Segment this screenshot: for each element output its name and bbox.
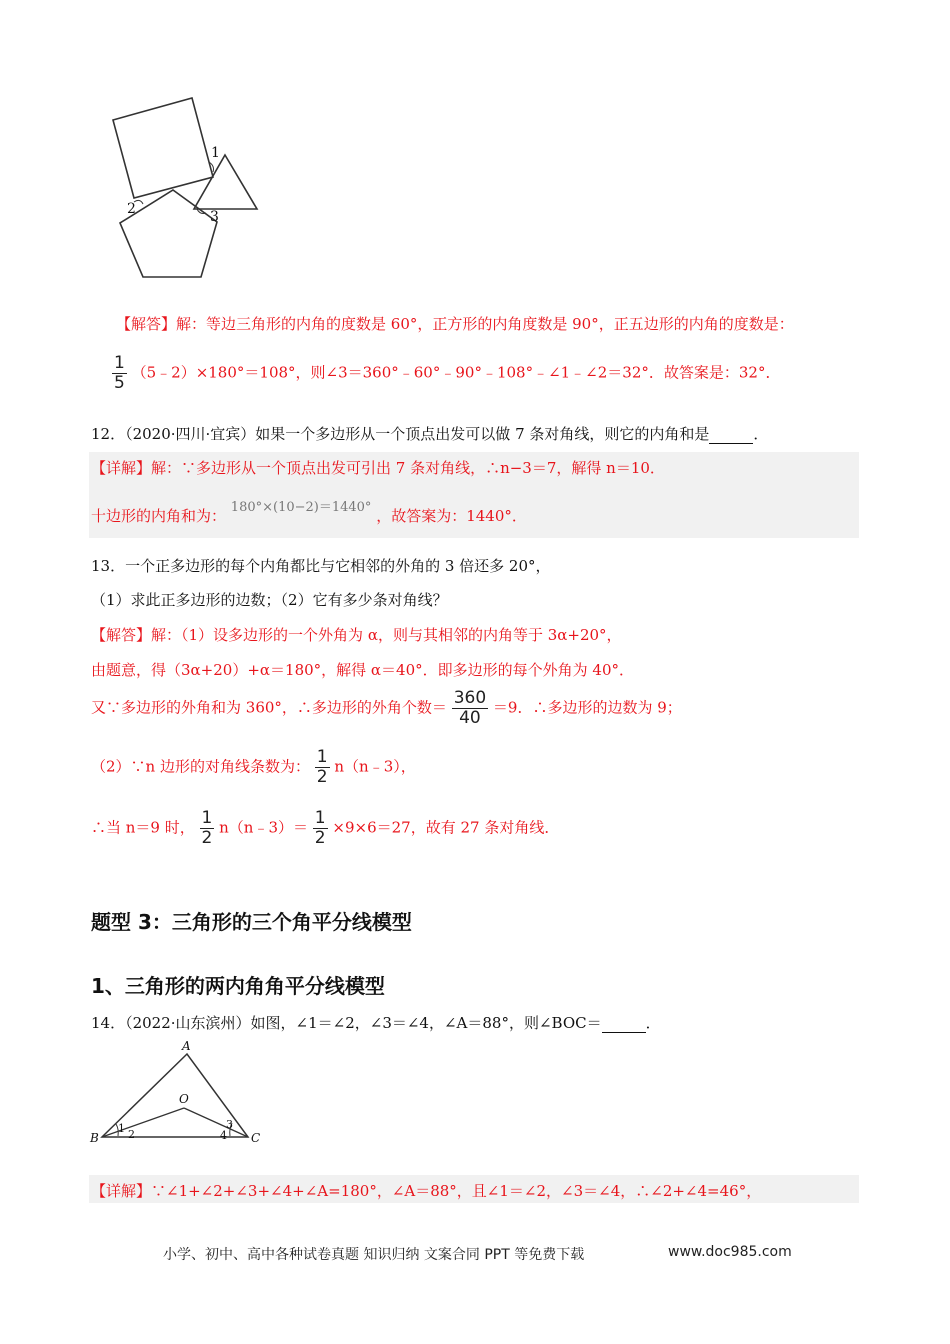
- square-shape: [113, 98, 213, 198]
- angle-label-2: 2: [128, 1128, 135, 1141]
- point-label-o: O: [179, 1092, 189, 1106]
- q12-question: 12．（2020·四川·宜宾）如果一个多边形从一个顶点出发可以做 7 条对角线，则它的内角和是 ．: [91, 425, 769, 443]
- q14-detail: 【详解】∵∠1+∠2+∠3+∠4+∠A=180°，∠A＝88°，且∠1＝∠2，∠3＝∠4，∴∠2+∠4=46°，: [91, 1182, 762, 1200]
- polygons-figure: [100, 90, 270, 285]
- footer-url[interactable]: www.doc985.com: [668, 1244, 792, 1260]
- formula-image: 180°×(10−2)＝1440°: [230, 500, 372, 515]
- q14-question: 14．（2022·山东滨州）如图，∠1＝∠2，∠3＝∠4，∠A＝88°，则∠BOC＝ ．: [91, 1014, 661, 1032]
- angle-label-1: 1: [118, 1122, 125, 1135]
- angle-label-3: 3: [226, 1118, 233, 1131]
- bisector-co: [184, 1108, 248, 1137]
- answer-blank: [709, 428, 753, 444]
- q13-answer-line3: 又∵多边形的外角和为 360°，∴多边形的外角个数＝ $\frac{360}{40}$ ＝9．∴多边形的边数为 9；: [91, 688, 682, 728]
- q11-answer-line2: $\frac{1}{5}$ （5﹣2）×180°＝108°，则∠3＝360°﹣60°﹣90°﹣108°﹣∠1﹣∠2＝32°．故答案是：32°．: [114, 353, 781, 393]
- bisector-bo: [102, 1108, 184, 1137]
- fraction-one-fifth: $\frac{1}{5}$: [114, 353, 125, 393]
- angle-label-4: 4: [220, 1129, 227, 1142]
- q13-question-line1: 13．一个正多边形的每个内角都比与它相邻的外角的 3 倍还多 20°，: [91, 557, 551, 575]
- vertex-label-a: A: [182, 1039, 191, 1053]
- answer-blank: [602, 1017, 646, 1033]
- fraction-360-40: $\frac{360}{40}$: [453, 688, 487, 728]
- footer-text: 小学、初中、高中各种试卷真题 知识归纳 文案合同 PPT 等免费下载: [163, 1247, 585, 1263]
- angle-label-1: 1: [211, 145, 220, 161]
- q12-detail-line2: 十边形的内角和为： 180°×(10−2)＝1440° ，故答案为：1440°．: [91, 500, 527, 525]
- vertex-label-b: B: [90, 1131, 99, 1145]
- fraction-one-half: $\frac{1}{2}$: [314, 808, 326, 848]
- q13-answer-line1: 【解答】解：（1）设多边形的一个外角为 α，则与其相邻的内角等于 3α+20°，: [91, 626, 622, 644]
- q11-answer-line1: 【解答】解：等边三角形的内角的度数是 60°，正方形的内角度数是 90°，正五边形的内角的度数是：: [116, 315, 794, 333]
- q13-answer-line4: （2）∵n 边形的对角线条数为： $\frac{1}{2}$ n（n﹣3），: [91, 747, 416, 787]
- q12-detail-line1: 【详解】解：∵多边形从一个顶点出发可引出 7 条对角线，∴n−3＝7，解得 n＝10．: [91, 459, 665, 477]
- q13-question-line2: （1）求此正多边形的边数；（2）它有多少条对角线？: [91, 591, 448, 609]
- angle-label-3: 3: [210, 209, 219, 225]
- q13-answer-line5: ∴当 n＝9 时， $\frac{1}{2}$ n（n﹣3）＝ $\frac{1}{2}$ ×9×6＝27，故有 27 条对角线．: [91, 808, 560, 848]
- triangle-shape: [194, 155, 257, 209]
- angle-label-2: 2: [127, 201, 136, 217]
- heading-sub1: 1、三角形的两内角角平分线模型: [91, 974, 385, 998]
- heading-type3: 题型 3：三角形的三个角平分线模型: [91, 910, 412, 934]
- q13-answer-line2: 由题意，得（3α+20）+α＝180°，解得 α＝40°．即多边形的每个外角为 40°．: [91, 661, 634, 679]
- vertex-label-c: C: [251, 1131, 261, 1145]
- fraction-one-half: $\frac{1}{2}$: [316, 747, 328, 787]
- fraction-one-half: $\frac{1}{2}$: [201, 808, 213, 848]
- triangle-abc-figure: [86, 1038, 266, 1148]
